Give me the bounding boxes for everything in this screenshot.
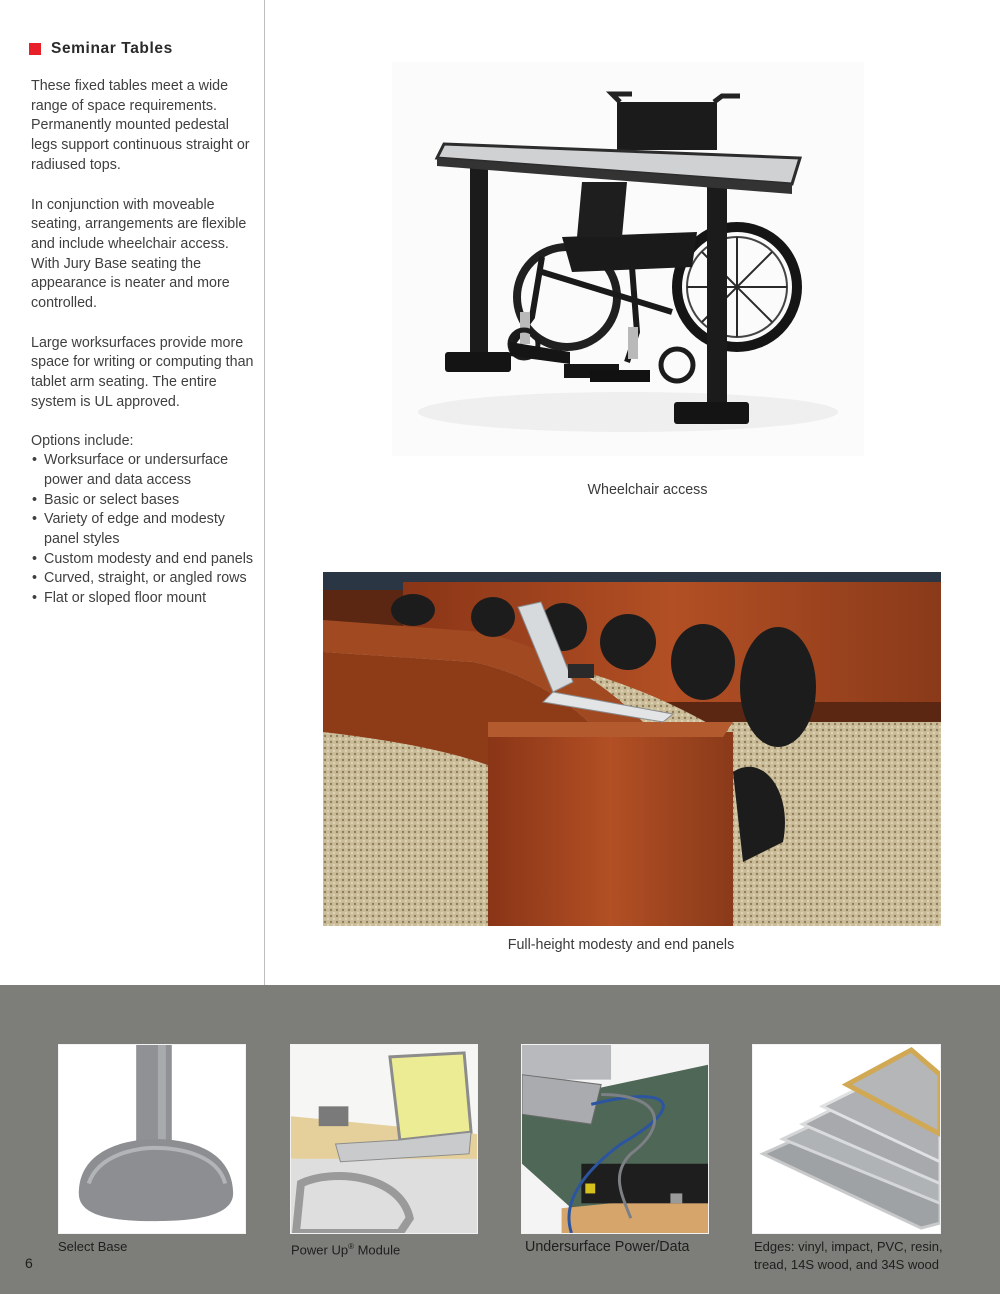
- option-item: • Flat or sloped floor mount: [31, 589, 259, 609]
- wheelchair-caption: Wheelchair access: [587, 482, 708, 498]
- select-base-caption: Select Base: [58, 1239, 128, 1254]
- power-up-suffix: Module: [353, 1242, 401, 1258]
- registered-mark: ®: [348, 1242, 354, 1251]
- red-square-icon: [29, 43, 41, 55]
- undersurface-power-data-thumbnail: [521, 1044, 709, 1234]
- option-item: • Worksurface or undersurface power and data access: [31, 451, 259, 490]
- power-up-caption: [291, 1238, 400, 1259]
- option-item: • Custom modesty and end panels: [31, 550, 259, 570]
- section-heading: [29, 40, 259, 58]
- power-up-module-thumbnail: [290, 1044, 478, 1234]
- option-item: • Curved, straight, or angled rows: [31, 569, 259, 589]
- option-item: • Variety of edge and modesty panel styles: [31, 510, 259, 549]
- options-list: [31, 451, 259, 609]
- options-title: Options include:: [31, 432, 134, 449]
- lecture-hall-photo: [323, 572, 941, 926]
- edges-caption-line: tread, 14S wood, and 34S wood: [754, 1257, 940, 1272]
- edges-thumbnail: [752, 1044, 941, 1234]
- column-divider: [264, 0, 265, 985]
- edges-caption-line: Edges: vinyl, impact, PVC, resin,: [754, 1239, 943, 1254]
- lecture-hall-caption: Full-height modesty and end panels: [507, 937, 735, 953]
- wheelchair-table-photo: [392, 62, 864, 456]
- undersurface-caption: Undersurface Power/Data: [525, 1239, 690, 1255]
- select-base-thumbnail: [58, 1044, 246, 1234]
- worksurface-paragraph: Large worksurfaces provide more space for writing or computing than tablet arm seating. The entire system is UL approved.: [31, 334, 254, 410]
- option-item: • Basic or select bases: [31, 491, 259, 511]
- text-column: [31, 40, 259, 609]
- intro-paragraph: These fixed tables meet a wide range of space requirements. Permanently mounted pedestal legs support continuous straight or radiused tops.: [31, 78, 250, 173]
- seating-paragraph: In conjunction with moveable seating, arrangements are flexible and include wheelchair access. With Jury Base seating the appearance is neater and more controlled.: [31, 196, 247, 312]
- power-up-name: Power Up: [291, 1242, 349, 1258]
- edges-caption: [754, 1238, 954, 1274]
- section-title: Seminar Tables: [51, 40, 173, 57]
- page-number: 6: [25, 1255, 33, 1271]
